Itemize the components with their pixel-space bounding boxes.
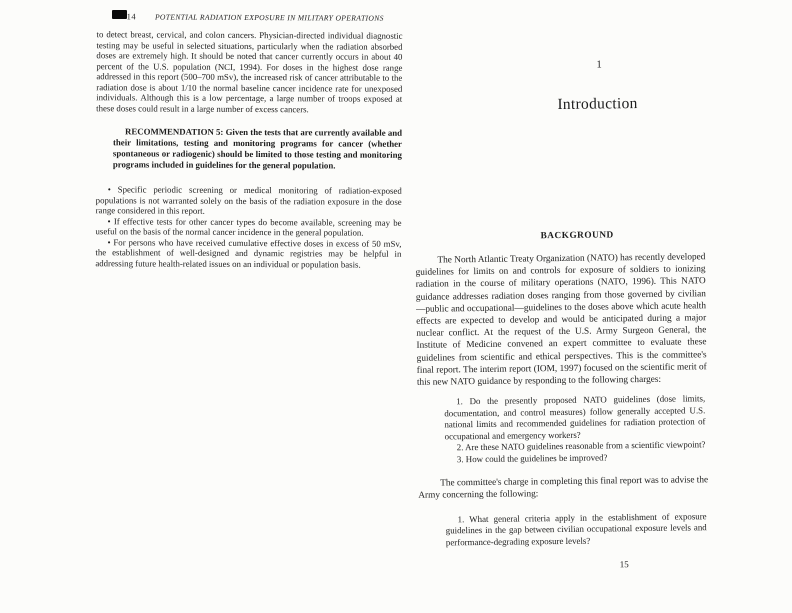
left-page	[95, 11, 402, 270]
right-page-number: 15	[619, 559, 629, 570]
chapter-number: 1	[596, 59, 602, 71]
left-page-number: 14	[126, 11, 137, 22]
charges-list	[444, 393, 706, 465]
bullet-item-2: • If effective tests for other cancer types do become available, screening may be useful on the basis of the normal cancer incidence in the general population.	[95, 215, 402, 238]
bullet-item-3: • For persons who have received cumulative effective doses in excess of 50 mSv, the establishment of well-designed and dynamic registries may be helpful in addressing future health-related issues on an individual or population basis.	[95, 236, 402, 270]
left-running-head	[97, 11, 403, 23]
chapter-title: Introduction	[557, 95, 638, 114]
right-body-paragraph-2: The committee's charge in completing this final report was to advise the Army concerning the following:	[418, 475, 709, 502]
charge-item-2: 2. Are these NATO guidelines reasonable from a scientific viewpoint?	[456, 439, 706, 453]
running-head-title: POTENTIAL RADIATION EXPOSURE IN MILITARY OPERATIONS	[154, 12, 384, 23]
questions-list	[446, 511, 707, 549]
right-page	[412, 0, 709, 613]
charge-item-1: 1. Do the presently proposed NATO guidelines (dose limits, documentation, and control measures) follow generally accepted U.S. national limits and recommended guidelines for radiation protection of occupational and emergency workers?	[444, 393, 706, 442]
bullet-item-1: • Specific periodic screening or medical monitoring of radiation-exposed populations is not warranted solely on the basis of the radiation exposure in the dose range considered in this report.	[95, 184, 402, 216]
question-item-1: 1. What general criteria apply in the establishment of exposure guidelines in the gap between civilian occupational exposure levels and performance-degrading exposure levels?	[445, 510, 707, 548]
section-heading-background: BACKGROUND	[540, 230, 614, 242]
left-body-paragraph: to detect breast, cervical, and colon cancers. Physician-directed individual diagnostic testing may be useful in selected situations, particularly when the radiation absorbed doses are extremely high. It should be noted that cancer currently occurs in about 40 percent of the U.S. population (NCI, 1994). For doses in the highest dose range addressed in this report (500–700 mSv), the increased risk of cancer attributable to the radiation dose is about 1/10 the normal baseline cancer incidence rate for unexposed individuals. Although this is a low percentage, a large number of troops exposed at these doses could result in a large number of excess cancers.	[96, 29, 403, 114]
right-body-paragraph-1: The North Atlantic Treaty Organization (NATO) has recently developed guidelines for limits on and controls for exposure of soldiers to ionizing radiation in the course of military operations (NATO, 1996). This NATO guidance addresses radiation doses ranging from those governed by civilian—public and occupational—guidelines to the doses above which acute health effects are expected to develop and would be anticipated during a major nuclear conflict. At the request of the U.S. Army Surgeon General, the Institute of Medicine convened an expert committee to evaluate these guidelines from scientific and ethical perspectives. This is the committee's final report. The interim report (IOM, 1997) focused on the scientific merit of this new NATO guidance by responding to the following charges:	[415, 252, 707, 388]
recommendation-block: RECOMMENDATION 5: Given the tests that are currently available and their limitations, testing and monitoring programs for cancer (whether spontaneous or radiogenic) should be limited to those testing and monitoring programs included in guidelines for the general population.	[112, 126, 403, 171]
charge-item-3: 3. How could the guidelines be improved?	[456, 452, 608, 465]
